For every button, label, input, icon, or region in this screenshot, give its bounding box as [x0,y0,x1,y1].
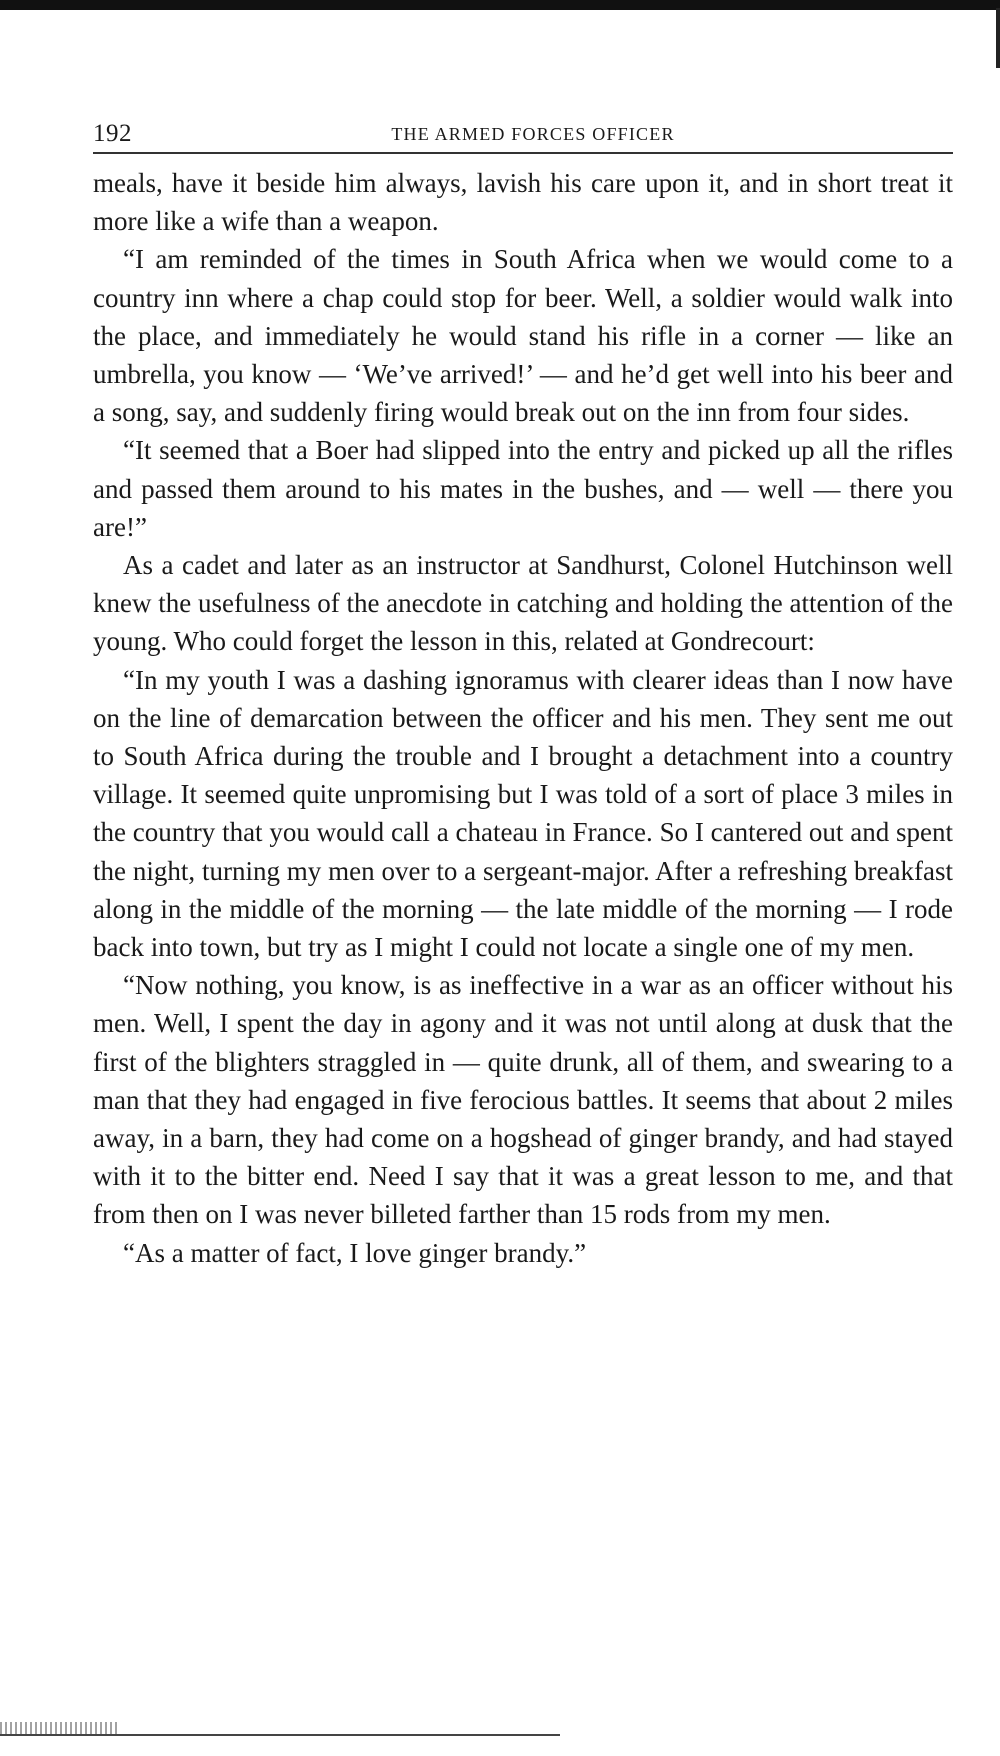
paragraph-ginger-brandy-barn: “Now nothing, you know, is as ineffective in a war as an officer without his men. Well, I spent the day in agony and it was not until along at dusk that the first of the blighters straggled in — quite drunk, all of them, and swearing to a man that they had engaged in five ferocious battles. It seems that about 2 miles away, in a barn, they had come on a hogshead of ginger brandy, and had stayed with it to the bitter end. Need I say that it was a great lesson to me, and that from then on I was never billeted farther than 15 rods from my men. [93,970,953,1230]
book-page [93,112,953,1272]
scan-edge-top [0,0,1000,10]
paragraph-closing-quote: “As a matter of fact, I love ginger brandy.” [123,1237,587,1268]
running-title: THE ARMED FORCES OFFICER [391,124,675,144]
paragraph-sandhurst: As a cadet and later as an instructor at Sandhurst, Colonel Hutchinson well knew the usefulness of the anecdote in catching and holding the attention of the young. Who could forget the lesson in this, related at Gondrecourt: [93,550,953,657]
scan-edge-bottom [0,1734,560,1736]
page-number: 192 [93,120,132,147]
running-header [93,112,953,154]
body-text [93,164,953,1272]
paragraph-inn-story: “I am reminded of the times in South Africa when we would come to a country inn where a chap could stop for beer. Well, a soldier would walk into the place, and immediately he would stand his rifle in a corner — like an umbrella, you know — ‘We’ve arrived!’ — and he’d get well into his beer and a song, say, and suddenly firing would break out on the inn from four sides. [93,244,953,428]
scan-edge-right [996,8,1000,68]
paragraph-boer-rifles: “It seemed that a Boer had slipped into the entry and picked up all the rifles and passed them around to his mates in the bushes, and — well — there you are!” [93,435,953,542]
paragraph-continued: meals, have it beside him always, lavish his care upon it, and in short treat it more like a wife than a weapon. [93,168,953,237]
paragraph-youth-story: “In my youth I was a dashing ignoramus with clearer ideas than I now have on the line of demarcation between the officer and his men. They sent me out to South Africa during the trouble and I brought a detachment into a country village. It seemed quite unpromising but I was told of a sort of place 3 miles in the country that you would call a chateau in France. So I cantered out and spent the night, turning my men over to a sergeant-major. After a refreshing breakfast along in the middle of the morning — the late middle of the morning — I rode back into town, but try as I might I could not locate a single one of my men. [93,664,953,963]
